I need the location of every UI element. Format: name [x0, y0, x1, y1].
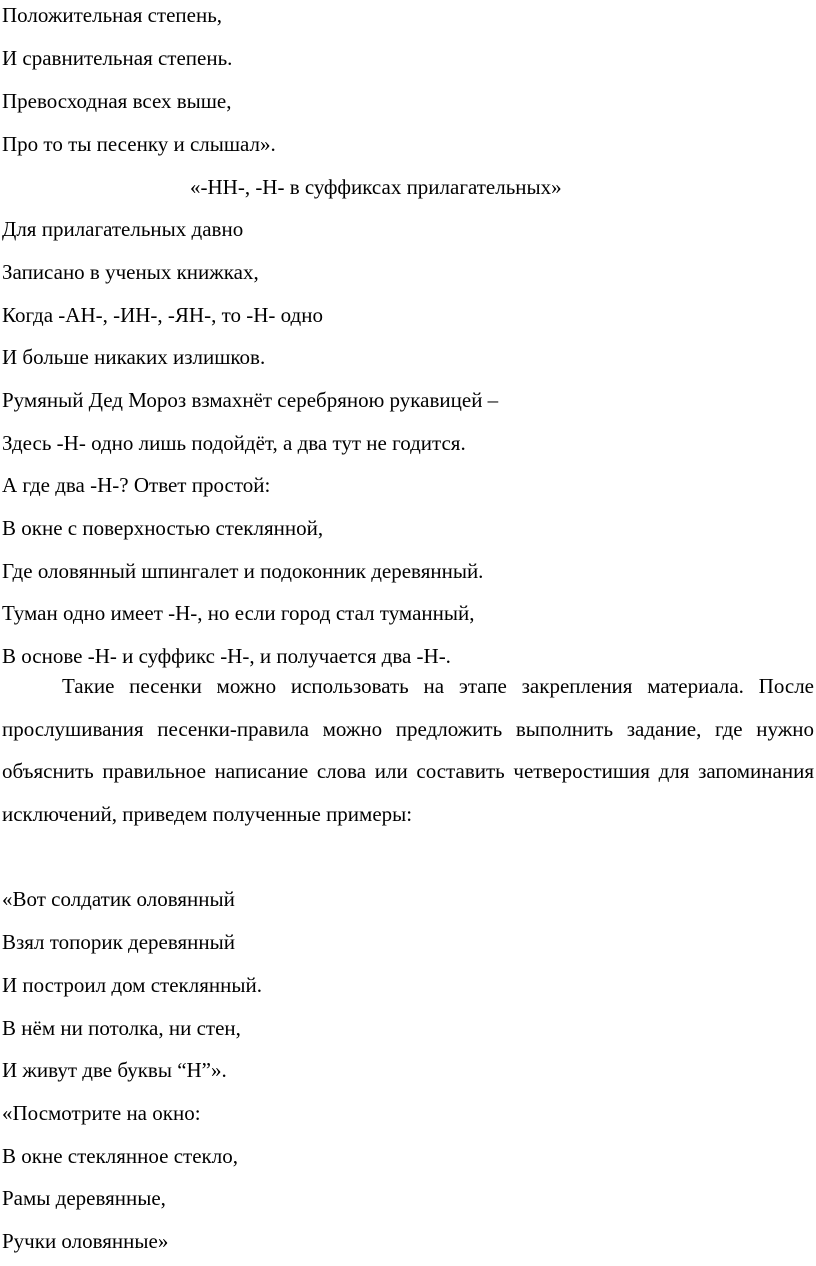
verse-line: И сравнительная степень. — [2, 46, 233, 70]
verse-line: Румяный Дед Мороз взмахнёт серебряною рукавицей – — [2, 388, 499, 412]
verse-line: Туман одно имеет -Н-, но если город стал туманный, — [2, 601, 475, 625]
verse-line: И больше никаких излишков. — [2, 345, 266, 369]
verse-line: «Вот солдатик оловянный — [2, 887, 235, 911]
verse-line: Про то ты песенку и слышал». — [2, 132, 276, 156]
verse-line: А где два -Н-? Ответ простой: — [2, 473, 271, 497]
verse-line: Рамы деревянные, — [2, 1186, 166, 1210]
body-paragraph: Такие песенки можно использовать на этапе закрепления материала. После прослушивания песенки-правила можно предложить выполнить задание, где нужно объяснить правильное написание слова или составить четверостишия для запоминания исключений, приведем полученные примеры: — [2, 674, 814, 827]
verse-line: В окне с поверхностью стеклянной, — [2, 516, 324, 540]
verse-line: В нём ни потолка, ни стен, — [2, 1016, 241, 1040]
verse-line: Здесь -Н- одно лишь подойдёт, а два тут не годится. — [2, 431, 466, 455]
verse-line: Записано в ученых книжках, — [2, 260, 259, 284]
verse-line: «Посмотрите на окно: — [2, 1101, 201, 1125]
verse-line: Когда -АН-, -ИН-, -ЯН-, то -Н- одно — [2, 303, 323, 327]
verse-line: Взял топорик деревянный — [2, 930, 235, 954]
verse-line: Превосходная всех выше, — [2, 89, 232, 113]
verse-line: И живут две буквы “Н”». — [2, 1058, 227, 1082]
section-heading: «-НН-, -Н- в суффиксах прилагательных» — [190, 175, 562, 199]
verse-line: И построил дом стеклянный. — [2, 973, 262, 997]
verse-line: В основе -Н- и суффикс -Н-, и получается два -Н-. — [2, 644, 451, 668]
verse-line: Ручки оловянные» — [2, 1229, 169, 1253]
verse-line: Для прилагательных давно — [2, 217, 244, 241]
verse-line: В окне стеклянное стекло, — [2, 1144, 238, 1168]
verse-line: Положительная степень, — [2, 3, 223, 27]
verse-line: Где оловянный шпингалет и подоконник деревянный. — [2, 559, 484, 583]
